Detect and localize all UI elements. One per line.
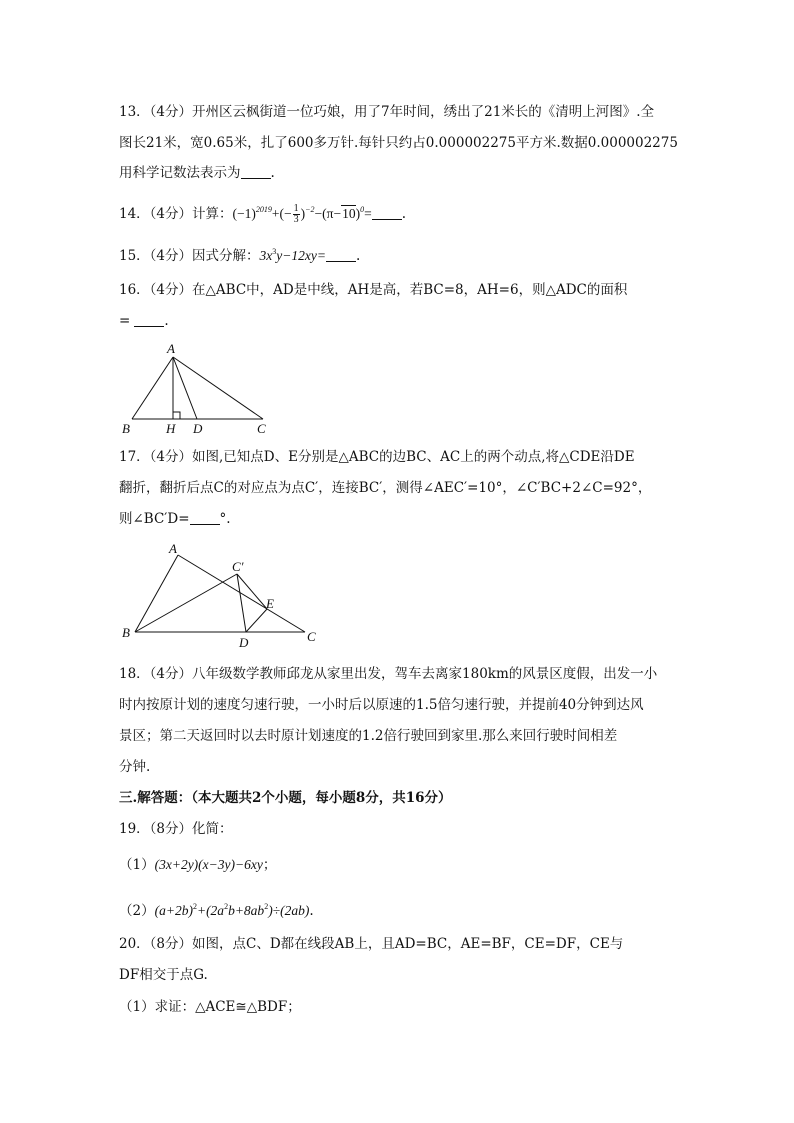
label-b: B [122, 625, 130, 640]
q16-tail: . [164, 313, 169, 329]
folded-triangle-figure [118, 538, 328, 650]
q20-part1: （1）求证：△ACE≅△BDF； [119, 999, 301, 1015]
q15-line [119, 242, 360, 266]
label-c: C [257, 421, 266, 436]
q20-line2: DF相交于点G. [119, 967, 208, 983]
answer-blank [134, 314, 164, 327]
answer-blank [241, 166, 271, 179]
q14-expression: $(-1)^{2019}+(-$ $\frac{1}{3}$ )$^{-2}-(\pi-10)^0=$ [232, 203, 372, 226]
label-a: A [169, 541, 177, 556]
label-d: D [239, 635, 249, 650]
q18-line4: 分钟. [119, 759, 151, 775]
label-a: A [167, 341, 175, 356]
label-b: B [122, 421, 130, 436]
q15-tail: . [355, 248, 361, 264]
right-angle-mark [173, 412, 180, 419]
q16-line1: 16．（4分）在△ABC中，AD是中线，AH是高，若BC=8，AH=6，则△ADC的面积 [119, 282, 628, 298]
segment-ab [132, 357, 173, 419]
q20-line1: 20．（8分）如图，点C、D都在线段AB上，且AD=BC，AE=BF，CE=DF，CE与 [119, 936, 624, 952]
q17-line1: 17．（4分）如图,已知点D、E分别是△ABC的边BC、AC上的两个动点,将△CDE沿DE [119, 449, 635, 465]
q14-line [119, 200, 406, 225]
label-c-prime: C′ [232, 559, 244, 574]
q19-part1: （1）(3x+2y)(x−3y)−6xy； [119, 857, 277, 873]
q13-line1: 13．（4分）开州区云枫街道一位巧娘，用了7年时间，绣出了21米长的《清明上河图》.全 [119, 104, 655, 120]
segment-bc-prime [135, 574, 237, 632]
label-c: C [307, 629, 316, 644]
q18-line1: 18．（4分）八年级数学教师邱龙从家里出发，驾车去离家180km的风景区度假，出发一小 [119, 666, 658, 682]
q17-tail: °. [219, 511, 231, 527]
q19-part2: $(2)(a+2b)^2+(2a^2b+8ab^2)\div(2ab)$. [119, 902, 314, 919]
segment-ab [135, 555, 178, 632]
segment-ac [173, 357, 263, 419]
q13-line3-tail: . [270, 165, 275, 181]
q14-prefix: 14．（4分）计算： [119, 206, 233, 222]
label-h: H [166, 421, 176, 436]
q15-expression: $3x^3y-12xy=$ [259, 247, 326, 263]
q13-line2: 图长21米，宽0.65米，扎了600多万针.每针只约占0.000002275平方米.数据0.000002275 [119, 135, 678, 151]
answer-blank [326, 249, 356, 262]
segment-de [246, 609, 267, 632]
q19-stem: 19．（8分）化简： [119, 821, 233, 837]
q17-line3 [119, 509, 231, 529]
q14-tail: . [401, 206, 406, 222]
q13-line3-text: 用科学记数法表示为 [119, 165, 241, 181]
answer-blank [372, 207, 402, 220]
q17-line2: 翻折，翻折后点C的对应点为点C′，连接BC′，测得∠AEC′=10°，∠C′BC+2∠C=92°， [119, 480, 652, 496]
q18-line2: 时内按原计划的速度匀速行驶，一小时后以原速的1.5倍匀速行驶，并提前40分钟到达风 [119, 697, 644, 713]
q19-part1-expression: (3x+2y)(x−3y)−6xy [154, 857, 263, 872]
q19-part2-expression: $(a+2b)^2+(2a^2b+8ab^2)\div(2ab)$ [154, 902, 310, 918]
q13-line3 [119, 163, 275, 183]
label-e: E [266, 596, 274, 611]
triangle-abc-figure [118, 338, 278, 438]
q16-line2 [119, 311, 169, 331]
q17-line3-text: 则∠BC′D= [119, 511, 190, 527]
answer-blank [190, 512, 220, 525]
sqrt-sign: 10 [342, 206, 356, 221]
q18-line3: 景区；第二天返回时以去时原计划速度的1.2倍行驶回到家里.那么来回行驶时间相差 [119, 728, 618, 744]
median-ad [173, 357, 197, 419]
section-heading: 三.解答题：（本大题共2个小题，每小题8分，共16分） [119, 790, 452, 806]
q15-prefix: 15．（4分）因式分解： [119, 248, 260, 264]
label-d: D [193, 421, 203, 436]
q16-equals: = [119, 313, 131, 329]
